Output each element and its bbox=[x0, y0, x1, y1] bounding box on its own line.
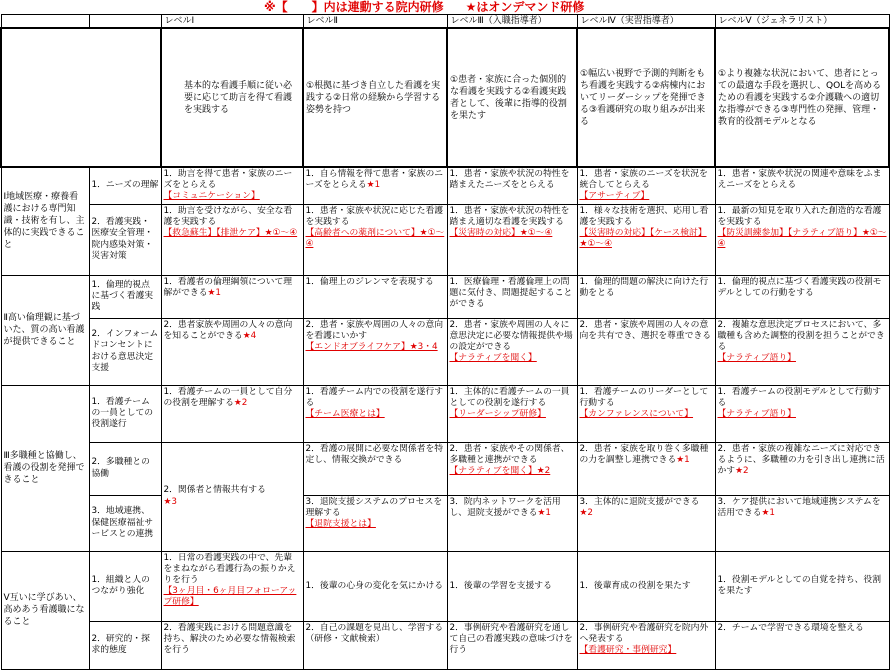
level-2-description: ①根拠に基づき自立した看護を実践する②日常の経験から学習する姿勢を持つ bbox=[303, 28, 447, 167]
cell bbox=[303, 275, 447, 318]
level-3-description: ①患者・家族に合った個別的な看護を実践する②看護実践者として、後輩に指導的役割を果たす bbox=[447, 28, 577, 167]
training-tag: 【防災訓練参加】【ナラティブ語り】★①～④ bbox=[717, 228, 887, 250]
category-2: Ⅱ高い倫理観に基づいた、質の高い看護が提供できること bbox=[1, 275, 89, 385]
cell bbox=[447, 495, 577, 551]
header-empty-subcategory bbox=[89, 15, 161, 29]
subcategory-1-1: 1．ニーズの理解 bbox=[89, 167, 161, 204]
cell-text: 2．自己の課題を見出し、学習する（研修・文献検索） bbox=[305, 622, 444, 644]
header-level-4: レベルⅣ（実習指導者） bbox=[577, 15, 715, 29]
training-tag: 【3ヶ月目・6ヶ月目フォローアップ研修】 bbox=[163, 586, 297, 608]
training-tag: 【高齢者への薬剤について】★①～④ bbox=[305, 228, 445, 250]
cell bbox=[161, 551, 303, 621]
cell-text: 1．患者・家族のニーズを状況を統合してとらえる bbox=[579, 169, 708, 191]
cell-text: 2．患者家族や周囲の人々の意向を知ることができる bbox=[163, 319, 293, 341]
training-tag: 【ナラティブ語り】 bbox=[717, 409, 796, 420]
cell bbox=[447, 442, 577, 495]
cell bbox=[161, 167, 303, 204]
table-row bbox=[1, 495, 889, 551]
training-tag: 【アサーティブ】 bbox=[579, 191, 650, 202]
ondemand-mark: ★2 bbox=[579, 507, 593, 518]
cell bbox=[577, 495, 715, 551]
cell bbox=[715, 551, 889, 621]
ondemand-mark: ★3 bbox=[163, 496, 177, 507]
cell-text: 2．患者・家族や周囲の人々に意思決定に必要な情報提供や場の設定ができる bbox=[449, 319, 573, 353]
training-tag: 【救急蘇生】【排泄ケア】★①～④ bbox=[163, 228, 298, 239]
header-level-2: レベルⅡ bbox=[303, 15, 447, 29]
level-1-description: 基本的な看護手順に従い必要に応じて助言を得て看護を実践する bbox=[161, 28, 303, 167]
cell bbox=[447, 621, 577, 669]
ondemand-mark: ★2 bbox=[735, 466, 749, 477]
cell-text: 2．患者・家族やその関係者、多職種と連携ができる bbox=[449, 443, 570, 465]
cell bbox=[715, 167, 889, 204]
cell-text: 2．患者・家族や周囲の人々の意向を看護にいかす bbox=[305, 319, 444, 341]
cell bbox=[577, 442, 715, 495]
cell bbox=[715, 385, 889, 442]
cell bbox=[303, 621, 447, 669]
cell-text: 1．倫理的視点に基づく看護実践の役割モデルとしての行動をする bbox=[717, 276, 882, 298]
cell bbox=[577, 275, 715, 318]
legend bbox=[0, 0, 890, 14]
cell-text: 2．関係者と情報共有する bbox=[163, 485, 266, 496]
training-tag: 【ナラティブ語り】 bbox=[717, 353, 796, 364]
cell bbox=[715, 204, 889, 275]
table-row bbox=[1, 385, 889, 442]
cell bbox=[161, 275, 303, 318]
cell-text: 1．看護チーム内での役割を遂行する bbox=[305, 386, 444, 408]
cell bbox=[161, 621, 303, 669]
cell-text: 1．後輩育成の役割を果たす bbox=[579, 580, 691, 591]
cell-text: 1．役割モデルとしての自覚を持ち、役割を果たす bbox=[717, 574, 882, 597]
training-tag: 【ナラティブを聞く】 bbox=[449, 353, 537, 364]
cell-text: 1．後輩の学習を支援する bbox=[449, 580, 552, 591]
cell bbox=[715, 318, 889, 385]
cell bbox=[577, 318, 715, 385]
cell bbox=[303, 551, 447, 621]
ondemand-mark: ★1 bbox=[676, 454, 690, 465]
training-tag: 【災害時の対応】★①～④ bbox=[449, 228, 553, 239]
cell-text: 1．自ら情報を得て患者・家族のニーズをとらえる bbox=[305, 169, 444, 191]
training-tag: 【災害時の対応】【ケース検討】★①～④ bbox=[579, 228, 707, 250]
cell bbox=[303, 167, 447, 204]
training-tag: 【カンファレンスについて】 bbox=[579, 409, 694, 420]
subcategory-2-2: 2．インフォームドコンセントにおける意思決定支援 bbox=[89, 318, 161, 385]
header-level-5: レベルⅤ（ジェネラリスト） bbox=[715, 15, 889, 29]
subcategory-3-3: 3．地域連携、保健医療福祉サービスとの連携 bbox=[89, 495, 161, 551]
table-row bbox=[1, 204, 889, 275]
cell-text: 3．院内ネットワークを活用し、退院支援ができる bbox=[449, 496, 561, 518]
header-row bbox=[1, 15, 889, 29]
cell-text: 2．患者・家族を取り巻く多職種の力を調整し連携できる bbox=[579, 443, 709, 465]
cell bbox=[577, 385, 715, 442]
training-tag: 【チーム医療とは】 bbox=[305, 409, 385, 420]
cell bbox=[303, 385, 447, 442]
ondemand-mark: ★1 bbox=[761, 507, 775, 518]
cell bbox=[447, 167, 577, 204]
header-level-1: レベルⅠ bbox=[161, 15, 303, 29]
training-tag: 【コミュニケーション】 bbox=[163, 191, 260, 202]
cell-text: 1．様々な技術を選択、応用し看護を実践する bbox=[579, 205, 709, 227]
cell-text: 2．患者・家族の複雑なニーズに対応できるように、多職種の力を引き出し連携に活かす bbox=[717, 443, 885, 477]
legend-training-link-note: ※【 】内は連動する院内研修 bbox=[264, 0, 444, 14]
cell-text: 2．看護の展開に必要な関係者を特定し、情報交換ができる bbox=[305, 443, 444, 465]
cell-text: 2．患者・家族や周囲の人々の意向を共有でき、選択を尊重できる bbox=[579, 319, 712, 341]
cell bbox=[577, 551, 715, 621]
table-row bbox=[1, 167, 889, 204]
table-row bbox=[1, 551, 889, 621]
cell-text: 1．助言を得て患者・家族のニーズをとらえる bbox=[163, 169, 293, 191]
category-1: Ⅰ地域医療・療養看護における専門知識・技術を有し、主体的に実践できること bbox=[1, 167, 89, 275]
table-row bbox=[1, 621, 889, 669]
cell-text: 1．倫理的問題の解決に向けた行動をとる bbox=[579, 276, 709, 298]
ondemand-mark: ★4 bbox=[242, 330, 257, 341]
cell-text: 1．患者・家族や状況の特性を踏まえたニーズをとらえる bbox=[449, 169, 570, 191]
training-tag: 【退院支援とは】 bbox=[305, 519, 376, 530]
cell bbox=[447, 551, 577, 621]
cell-text: 1．看護チームのリーダーとして行動する bbox=[579, 386, 709, 408]
cell bbox=[303, 318, 447, 385]
cell bbox=[161, 442, 303, 551]
cell-text: 1．患者・家族や状況の関連や意味をふまえニーズをとらえる bbox=[717, 169, 882, 191]
training-tag: 【ナラティブを聞く】★2 bbox=[449, 466, 551, 477]
cell bbox=[303, 442, 447, 495]
cell bbox=[577, 621, 715, 669]
subcategory-3-1: 1．看護チームの一員としての役割遂行 bbox=[89, 385, 161, 442]
cell bbox=[577, 204, 715, 275]
cell-text: 3．ケア提供において地域連携システムを活用できる bbox=[717, 496, 881, 518]
subcategory-5-1: 1．組織と人のつながり強化 bbox=[89, 551, 161, 621]
ondemand-mark: ★2 bbox=[233, 397, 248, 408]
cell bbox=[161, 385, 303, 442]
cell bbox=[161, 318, 303, 385]
level-5-description: ①より複雑な状況において、患者にとっての最適な手段を選択し、QOLを高めるための看護を実践する②介護職への適切な指導ができる③専門性の発揮、管理・教育的役割モデルとなる bbox=[715, 28, 889, 167]
category-5: Ⅴ互いに学びあい、高めあう看護職になること bbox=[1, 551, 89, 669]
subcategory-5-2: 2．研究的・探求的態度 bbox=[89, 621, 161, 669]
cell bbox=[447, 204, 577, 275]
cell-text: 3．退院支援システムのプロセスを理解する bbox=[305, 496, 443, 518]
description-empty-cell bbox=[1, 28, 161, 167]
cell-text: 2．複雑な意思決定プロセスにおいて、多職種も含めた調整的役割を担うことができる bbox=[717, 319, 885, 353]
cell-text: 2．事例研究や看護研究を院内外へ発表する bbox=[579, 622, 709, 644]
cell-text: 1．日常の看護実践の中で、先輩をまねながら看護行為の振りかえりを行う bbox=[163, 552, 296, 586]
cell bbox=[577, 167, 715, 204]
cell-text: 1．最新の知見を取り入れた創造的な看護を実践する bbox=[717, 205, 882, 227]
cell-text: 1．患者・家族や状況に応じた看護を実践する bbox=[305, 205, 444, 227]
cell bbox=[715, 621, 889, 669]
ondemand-mark: ★1 bbox=[366, 180, 381, 191]
header-level-3: レベルⅢ（入職指導者） bbox=[447, 15, 577, 29]
subcategory-3-2: 2．多職種との協働 bbox=[89, 442, 161, 495]
cell bbox=[447, 385, 577, 442]
table-row bbox=[1, 442, 889, 495]
clinical-ladder-table bbox=[0, 14, 890, 670]
cell bbox=[447, 275, 577, 318]
level-description-row bbox=[1, 28, 889, 167]
cell-text: 1．後輩の心身の変化を気にかける bbox=[305, 580, 444, 591]
cell-text: 1．医療倫理・看護倫理上の問題に気付き、問題提起することができる bbox=[449, 276, 573, 310]
legend-on-demand-note: ★はオンデマンド研修 bbox=[465, 0, 585, 14]
cell-text: 1．助言を受けながら、安全な看護を実践する bbox=[163, 205, 293, 227]
cell bbox=[303, 204, 447, 275]
table-row bbox=[1, 275, 889, 318]
cell bbox=[715, 275, 889, 318]
subcategory-2-1: 1．倫理的視点に基づく看護実践 bbox=[89, 275, 161, 318]
cell-text: 2．チームで学習できる環境を整える bbox=[717, 622, 864, 633]
cell-text: 2．看護実践における問題意識を持ち、解決のため必要な情報検索を行う bbox=[163, 622, 296, 656]
cell-text: 1．倫理上のジレンマを表現する bbox=[305, 276, 434, 287]
ondemand-mark: ★1 bbox=[207, 287, 221, 298]
cell-text: 3．主体的に退院支援ができる bbox=[579, 496, 700, 507]
header-empty-category bbox=[1, 15, 89, 29]
cell bbox=[303, 495, 447, 551]
cell-text: 1．主体的に看護チームの一員としての役割を遂行する bbox=[449, 386, 570, 408]
cell-text: 1．患者・家族や状況の特性を踏まえ適切な看護を実践する bbox=[449, 205, 570, 227]
cell bbox=[447, 318, 577, 385]
cell-text: 2．事例研究や看護研究を通して自己の看護実践の意味づけを行う bbox=[449, 622, 573, 656]
training-tag: 【リーダーシップ研修】 bbox=[449, 409, 546, 420]
table-row bbox=[1, 318, 889, 385]
level-4-description: ①幅広い視野で予測的判断をもち看護を実践する②病棟内においてリーダーシップを発揮できる③看護研究の取り組みが出来る bbox=[577, 28, 715, 167]
category-3: Ⅲ多職種と協働し、看護の役割を発揮できること bbox=[1, 385, 89, 551]
cell-text: 1．看護チームの一員として自分の役割を理解する bbox=[163, 386, 293, 408]
cell bbox=[715, 442, 889, 495]
cell bbox=[161, 204, 303, 275]
cell bbox=[715, 495, 889, 551]
subcategory-1-2: 2．看護実践・医療安全管理・院内感染対策・災害対策 bbox=[89, 204, 161, 275]
cell-text: 1．看護者の倫理綱領について理解ができる bbox=[163, 276, 293, 298]
cell-text: 1．看護チームの役割モデルとして行動する bbox=[717, 386, 882, 408]
ondemand-mark: ★1 bbox=[537, 507, 551, 518]
training-tag: 【看護研究・事例研究】 bbox=[579, 645, 677, 656]
training-tag: 【エンドオブライフケア】★3・4 bbox=[305, 342, 438, 353]
